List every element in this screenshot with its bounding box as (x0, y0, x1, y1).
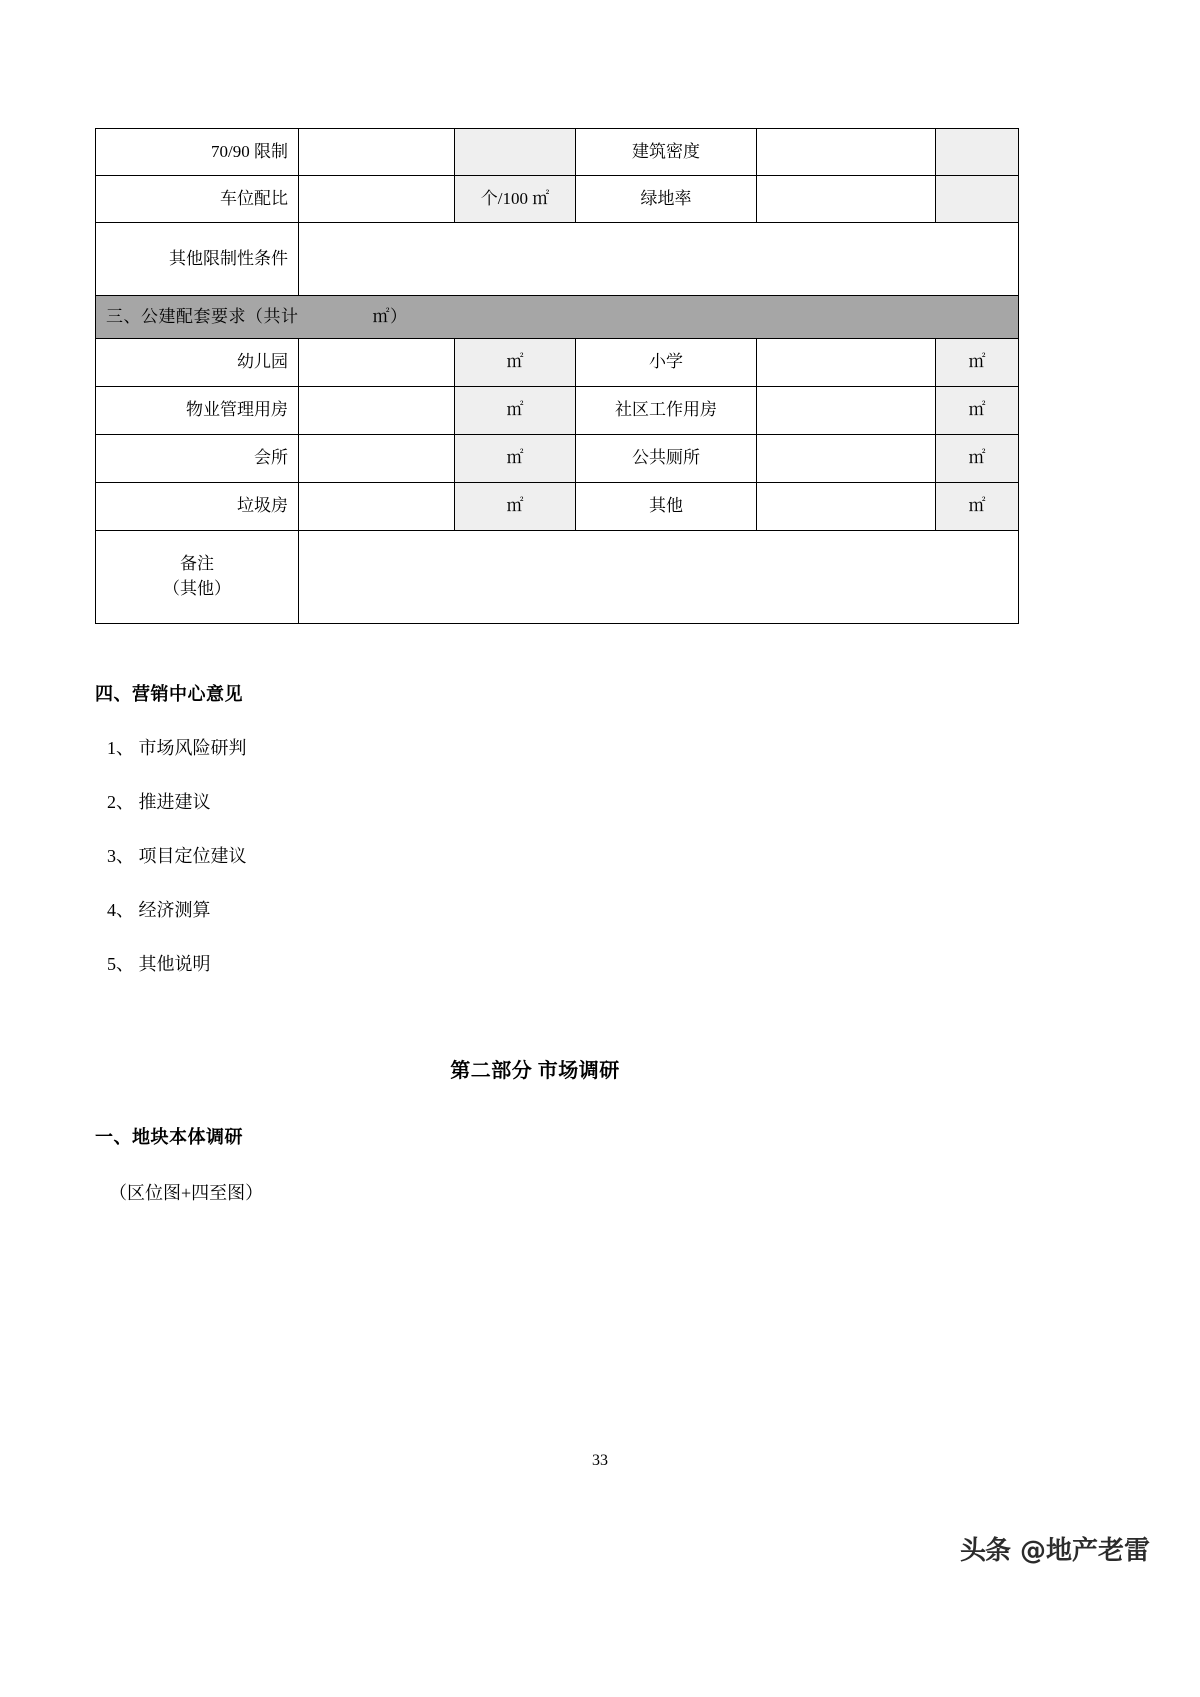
cell-unit-community-office: ㎡ (936, 387, 1019, 435)
table-row (96, 435, 1019, 483)
spec-table (95, 128, 1019, 624)
cell-value-primary-school[interactable] (757, 339, 936, 387)
cell-value-clubhouse[interactable] (299, 435, 455, 483)
cell-unit-green-ratio (936, 176, 1019, 223)
cell-unit-public-toilet: ㎡ (936, 435, 1019, 483)
list-item: 4、 经济测算 (107, 900, 211, 920)
cell-value-green-ratio[interactable] (757, 176, 936, 223)
table-row-remark (96, 531, 1019, 624)
cell-unit-70-90 (455, 129, 576, 176)
table-row (96, 176, 1019, 223)
cell-unit-other-facility: ㎡ (936, 483, 1019, 531)
cell-label-clubhouse: 会所 (96, 435, 299, 483)
cell-value-remark[interactable] (299, 531, 1019, 624)
cell-unit-garbage-room: ㎡ (455, 483, 576, 531)
cell-unit-primary-school: ㎡ (936, 339, 1019, 387)
cell-unit-clubhouse: ㎡ (455, 435, 576, 483)
part-two-title: 第二部分 市场调研 (450, 1060, 620, 1082)
section-four-heading: 四、营销中心意见 (95, 684, 243, 704)
cell-value-property-management[interactable] (299, 387, 455, 435)
part-two-section-one-note: （区位图+四至图） (109, 1183, 264, 1203)
cell-label-kindergarten: 幼儿园 (96, 339, 299, 387)
list-item: 2、 推进建议 (107, 792, 211, 812)
watermark (960, 1530, 1150, 1567)
list-item: 5、 其他说明 (107, 954, 211, 974)
watermark-logo: 头条 (959, 1536, 1010, 1566)
cell-label-building-density: 建筑密度 (576, 129, 757, 176)
cell-label-public-toilet: 公共厕所 (576, 435, 757, 483)
cell-value-garbage-room[interactable] (299, 483, 455, 531)
page-number: 33 (592, 1452, 608, 1469)
table-row (96, 339, 1019, 387)
cell-value-community-office[interactable] (757, 387, 936, 435)
cell-unit-property-management: ㎡ (455, 387, 576, 435)
page-content (95, 0, 986, 1205)
cell-label-property-management: 物业管理用房 (96, 387, 299, 435)
cell-label-remark (96, 531, 299, 624)
part-two-section-one-heading: 一、地块本体调研 (95, 1127, 243, 1147)
cell-label-parking-ratio: 车位配比 (96, 176, 299, 223)
cell-label-green-ratio: 绿地率 (576, 176, 757, 223)
list-item: 1、 市场风险研判 (107, 738, 247, 758)
cell-label-other-facility: 其他 (576, 483, 757, 531)
cell-value-70-90[interactable] (299, 129, 455, 176)
remark-label-line2: （其他） (163, 579, 231, 598)
cell-unit-building-density (936, 129, 1019, 176)
cell-value-public-toilet[interactable] (757, 435, 936, 483)
table-row (96, 129, 1019, 176)
section-bar-public-facilities (96, 296, 1019, 339)
table-row-section-bar (96, 296, 1019, 339)
cell-label-other-restrictions: 其他限制性条件 (96, 223, 299, 296)
watermark-text: @地产老雷 (1019, 1536, 1150, 1566)
table-row (96, 387, 1019, 435)
section-bar-text-after: ） (390, 306, 408, 326)
cell-label-garbage-room: 垃圾房 (96, 483, 299, 531)
cell-label-primary-school: 小学 (576, 339, 757, 387)
cell-unit-parking-ratio: 个/100 ㎡ (455, 176, 576, 223)
section-bar-text-before: 三、公建配套要求（共计 (106, 306, 299, 326)
remark-label-line1: 备注 (180, 554, 214, 574)
section-four-list (95, 734, 975, 976)
cell-value-other-restrictions[interactable] (299, 223, 1019, 296)
cell-value-parking-ratio[interactable] (299, 176, 455, 223)
cell-label-70-90: 70/90 限制 (96, 129, 299, 176)
cell-value-kindergarten[interactable] (299, 339, 455, 387)
section-four-block (95, 680, 975, 976)
table-row-other-restrictions (96, 223, 1019, 296)
cell-value-other-facility[interactable] (757, 483, 936, 531)
list-item: 3、 项目定位建议 (107, 846, 247, 866)
cell-value-building-density[interactable] (757, 129, 936, 176)
cell-label-community-office: 社区工作用房 (576, 387, 757, 435)
section-bar-unit: ㎡ (372, 306, 390, 326)
cell-unit-kindergarten: ㎡ (455, 339, 576, 387)
table-row (96, 483, 1019, 531)
